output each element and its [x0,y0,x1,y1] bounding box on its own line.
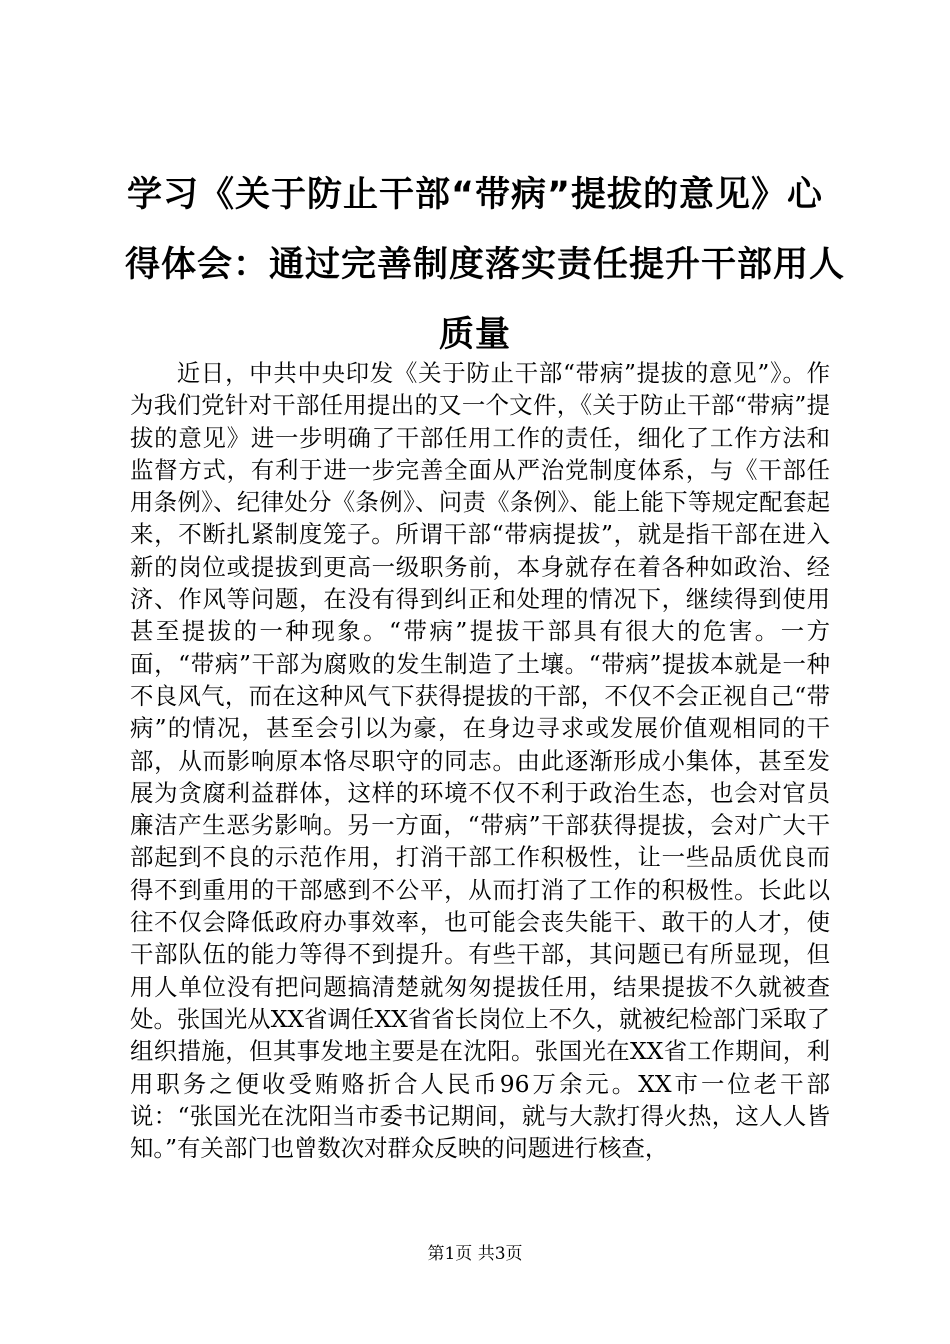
title-line-1: 学习《关于防止干部“带病”提拔的意见》心 [126,175,823,215]
title-line-2: 得体会：通过完善制度落实责任提升干部用人 [125,245,846,285]
page-footer: 第1页 共3页 [427,1244,523,1264]
title-line-3: 质量 [438,315,511,355]
document-title [125,160,846,370]
body-paragraph: 近日，中共中央印发《关于防止干部“带病”提拔的意见”》。作为我们党针对干部任用提出的又一个文件，《关于防止干部“带病”提拔的意见》进一步明确了干部任用工作的责任，细化了工作方法和监督方式，有利于进一步完善全面从严治党制度体系，与《干部任用条例》、纪律处分《条例》、问责《条例》、能上能下等规定配套起来，不断扎紧制度笼子。所谓干部“带病提拔”，就是指干部在进入新的岗位或提拔到更高一级职务前，本身就存在着各种如政治、经济、作风等问题，在没有得到纠正和处理的情况下，继续得到使用甚至提拔的一种现象。“带病”提拔干部具有很大的危害。一方面，“带病”干部为腐败的发生制造了土壤。“带病”提拔本就是一种不良风气，而在这种风气下获得提拔的干部，不仅不会正视自己“带病”的情况，甚至会引以为豪，在身边寻求或发展价值观相同的干部，从而影响原本恪尽职守的同志。由此逐渐形成小集体，甚至发展为贪腐利益群体，这样的环境不仅不利于政治生态，也会对官员廉洁产生恶劣影响。另一方面，“带病”干部获得提拔，会对广大干部起到不良的示范作用，打消干部工作积极性，让一些品质优良而得不到重用的干部感到不公平，从而打消了工作的积极性。长此以往不仅会降低政府办事效率，也可能会丧失能干、敢干的人才，使干部队伍的能力等得不到提升。有些干部，其问题已有所显现，但用人单位没有把问题搞清楚就匆匆提拔任用，结果提拔不久就被查处。张国光从XX省调任XX省省长岗位上不久，就被纪检部门采取了组织措施，但其事发地主要是在沈阳。张国光在XX省工作期间，利用职务之便收受贿赂折合人民币96万余元。XX市一位老干部说：“张国光在沈阳当市委书记期间，就与大款打得火热，这人人皆知。”有关部门也曾数次对群众反映的问题进行核查， [130,359,830,1163]
